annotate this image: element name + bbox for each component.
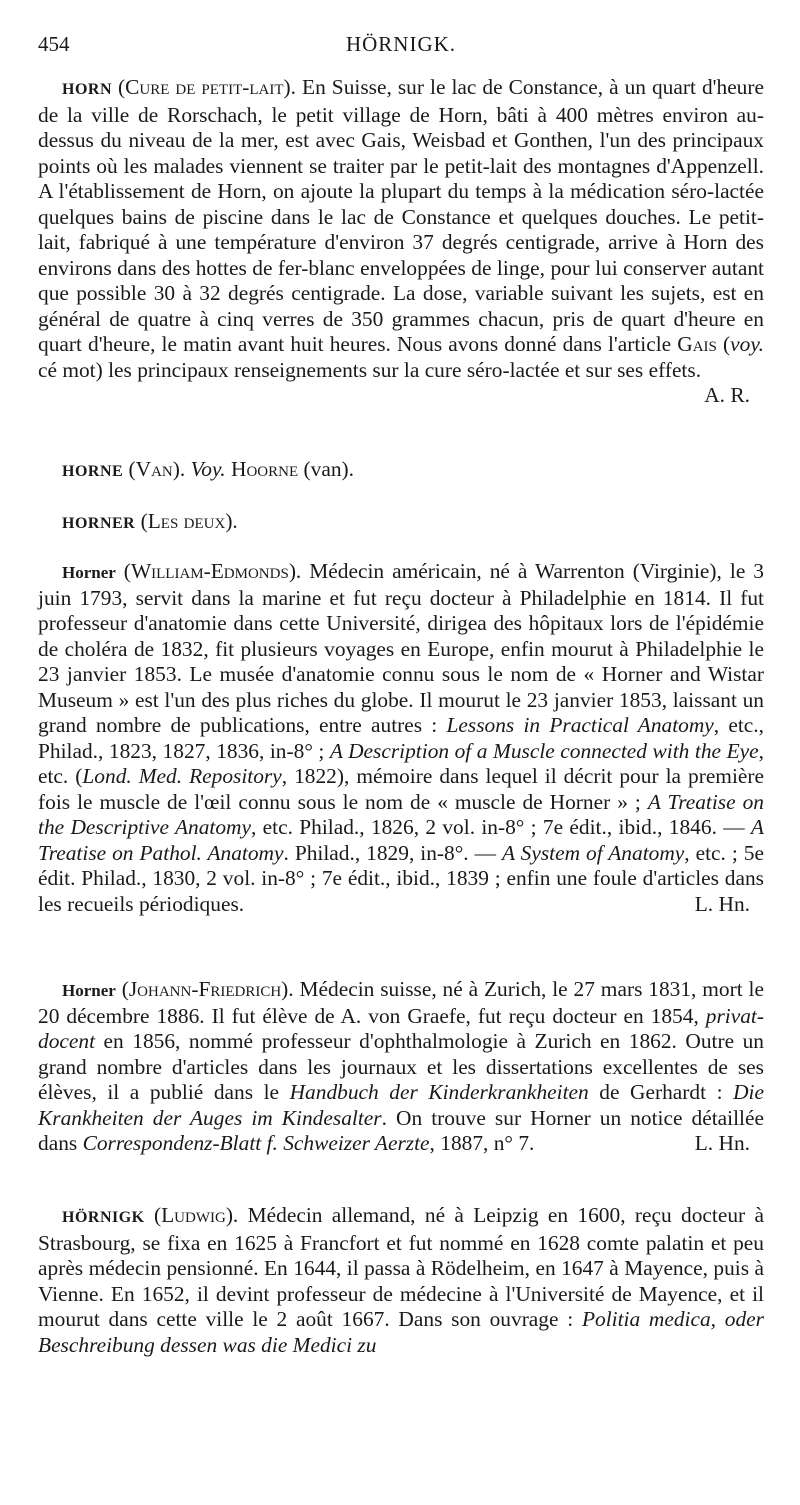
work-title: Die Krankheiten der Auges im Kindesalter: [38, 1080, 764, 1130]
entry-text: (: [144, 1203, 162, 1228]
entry-headword: Horner: [62, 981, 116, 1001]
entry-text: , etc. ; 5e édit. Philad., 1830, 2 vol. in-8° ; 7e édit., ibid., 1839 ; enfin une foule d'articles dans les recueils périodiques.: [38, 840, 764, 916]
entry-text: ).: [225, 509, 238, 534]
entry-text: , 1887, n° 7.: [429, 1131, 535, 1156]
entry-subhead: Ludwig: [161, 1203, 226, 1228]
entry-subhead: Van: [135, 457, 173, 482]
entry-text: , etc. Philad., 1826, 2 vol. in-8° ; 7e édit., ibid., 1846. —: [251, 815, 751, 840]
entry-text: (: [115, 977, 129, 1002]
entry-text: (: [123, 457, 136, 482]
work-title: Lond. Med. Repository: [82, 764, 282, 789]
work-title: Handbuch der Kinderkrankheiten: [289, 1080, 589, 1105]
work-title: A System of Anatomy: [501, 840, 685, 865]
entry-subhead: William-Edmonds: [130, 559, 289, 584]
page-number: 454: [38, 32, 70, 56]
entry-horner-johann: [38, 977, 764, 1157]
entry-headword: HORN: [62, 81, 112, 99]
entry-text: . Philad., 1829, in-8°. —: [283, 840, 502, 865]
work-title: A Description of a Muscle connected with the Eye: [329, 738, 759, 763]
entry-text: de Gerhardt :: [588, 1080, 734, 1105]
entry-text: ). En Suisse, sur le lac de Constance, à un quart d'heure de la ville de Rorschach, le petit village de Horn, bâti à 400 mètres environ au-dessus du niveau de la mer, est avec Gais, Weisbad et Gonthen, l'un des principaux points où les malades viennent se traiter par le petit-lait des montagnes d'Appenzell. A l'établissement de Horn, on ajoute la plupart du temps à la médication séro-lactée quelques bains de piscine dans le lac de Constance et quelques douches. Le petit-lait, fabriqué à une température d'environ 37 degrés centigrade, arrive à Horn des environs dans des hottes de fer-blanc enveloppées de linge, pour lui conserver autant que possible 30 à 32 degrés centigrade. La dose, variable suivant les sujets, est en général de quatre à cinq verres de 350 grammes chacun, pris de quart d'heure en quart d'heure, le matin avant huit heures. Nous avons donné dans l'article: [38, 75, 764, 357]
page-header: [38, 28, 764, 58]
entry-text: , 1822), mémoire dans lequel il décrit pour la première fois le muscle de l'œil connu sous le nom de « muscle de Horner » ;: [38, 764, 764, 814]
entry-text: (: [716, 332, 731, 357]
entry-text: (: [115, 559, 131, 584]
entry-subhead: Les deux: [147, 509, 226, 534]
author-signature: L. Hn.: [694, 891, 750, 916]
cross-reference: Hoorne: [231, 457, 299, 482]
entry-text: ). Médecin suisse, né à Zurich, le 27 mars 1831, mort le 20 décembre 1886. Il fut élève de A. von Graefe, fut reçu docteur en 1854,: [38, 977, 764, 1028]
work-title: A Treatise on the Descriptive Anatomy: [38, 789, 764, 840]
work-title: Politia medica, oder Beschreibung dessen was die Medici zu: [38, 1307, 764, 1357]
entry-horn: [38, 75, 764, 409]
entry-headword: HÖRNIGK: [62, 1209, 145, 1227]
entry-subhead: Cure de petit-lait: [125, 75, 284, 100]
entry-text: en 1856, nommé professeur d'ophthalmologie à Zurich en 1862. Outre un grand nombre d'articles dans les journaux et les dissertations excellentes de ses élèves, il a publié dans le: [38, 1029, 764, 1105]
entry-text: . On trouve sur Horner un notice détaillée dans: [38, 1105, 764, 1156]
entry-text: ).: [172, 457, 191, 482]
entry-text: (van).: [298, 457, 354, 482]
entry-text: (: [112, 75, 126, 100]
author-signature: L. Hn.: [694, 1131, 750, 1156]
entry-horner-william: [38, 559, 764, 917]
entry-hornigk: [38, 1203, 764, 1358]
entry-subhead: Johann-Friedrich: [128, 977, 282, 1002]
entry-text: ). Médecin allemand, né à Leipzig en 1600, reçu docteur à Strasbourg, se fixa en 1625 à Francfort et fut nommé en 1628 comte palatin et peu après médecin pensionné. En 1644, il passa à Rödelheim, en 1647 à Mayence, puis à Vienne. En 1652, il devint professeur de médecine à l'Université de Mayence, et il mourut dans cette ville le 2 août 1667. Dans son ouvrage :: [38, 1203, 764, 1332]
entry-text: (: [135, 509, 148, 534]
entry-text: ). Médecin américain, né à Warrenton (Virginie), le 3 juin 1793, servit dans la marine et fut reçu docteur à Philadelphie en 1814. Il fut professeur d'anatomie dans cette Université, dirigea des hôpitaux lors de l'épidémie de choléra de 1832, fit plusieurs voyages en Europe, enfin mourut à Philadelphie le 23 janvier 1853. Le musée d'anatomie connu sous le nom de « Horner and Wistar Museum » est l'un des plus riches du globe. Il mourut le 23 janvier 1853, laissant un grand nombre de publications, entre autres :: [38, 559, 764, 738]
work-title: Correspondenz-Blatt f. Schweizer Aerzte: [82, 1131, 430, 1156]
entry-text: cé mot) les principaux renseignements sur la cure séro-lactée et sur ses effets.: [38, 357, 702, 382]
author-signature: A. R.: [704, 383, 750, 408]
running-title: HÖRNIGK.: [345, 32, 457, 56]
voy-label: voy.: [730, 332, 764, 357]
entry-headword: Horner: [62, 563, 116, 583]
entry-text: , etc., Philad., 1823, 1827, 1836, in-8° ;: [38, 713, 764, 763]
entry-horner-group: [38, 509, 764, 537]
entry-headword: HORNE: [62, 463, 124, 481]
voy-label: Voy.: [190, 457, 226, 482]
entry-text: , etc. (: [38, 738, 764, 789]
cross-reference: Gais: [677, 332, 717, 357]
work-title: Lessons in Practical Anatomy: [446, 713, 714, 738]
work-title: A Treatise on Pathol. Anatomy: [38, 815, 764, 865]
work-title: privat-docent: [38, 1003, 764, 1054]
entry-headword: HORNER: [62, 515, 136, 533]
entry-horne: [38, 457, 764, 485]
